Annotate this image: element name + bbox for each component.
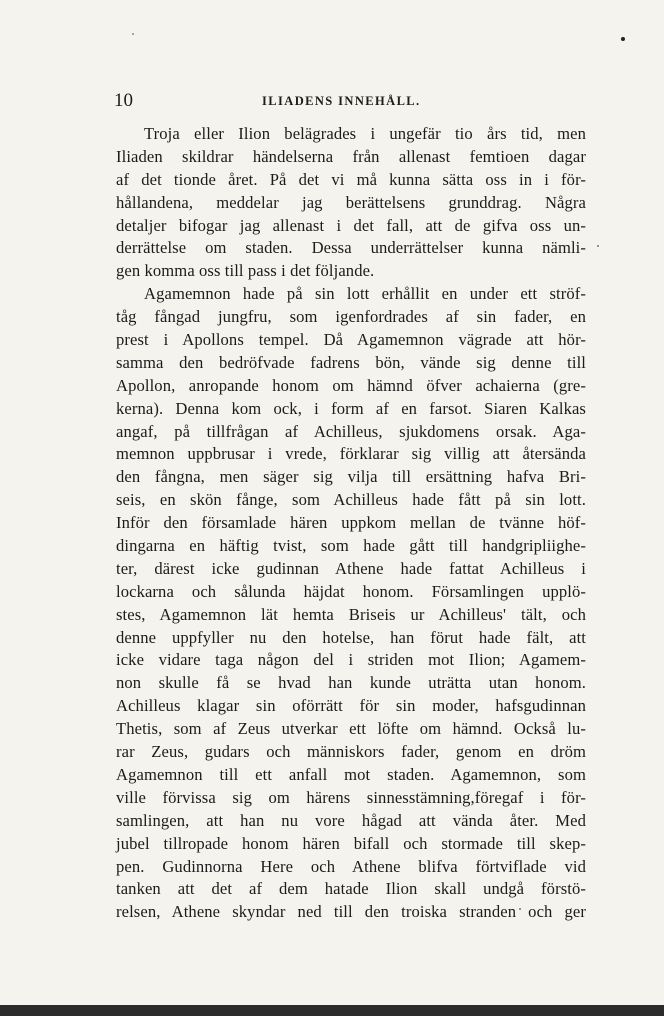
text-line: Apollon, anropande honom om hämnd öfver achaierna (gre-: [116, 375, 586, 395]
text-line: derrättelse om staden. Dessa underrättelser kunna nämli-: [116, 238, 586, 258]
text-line: jubel tillropade honom hären bifall och stormade till skep-: [116, 833, 586, 853]
text-line: rar Zeus, gudars och människors fader, genom en dröm: [116, 742, 586, 762]
text-line: Agamemnon hade på sin lott erhållit en under ett ströf-: [144, 284, 586, 304]
text-line: ter, därest icke gudinnan Athene hade fattat Achilleus i: [116, 558, 586, 578]
text-line: detaljer bifogar jag allenast i det fall, att de gifva oss un-: [116, 215, 586, 235]
text-line: non skulle få se hvad han kunde uträtta utan honom.: [116, 673, 586, 693]
text-line: tanken att det af dem hatade Ilion skall undgå förstö-: [116, 879, 586, 899]
text-line: Agamemnon till ett anfall mot staden. Agamemnon, som: [116, 764, 586, 784]
text-line: seis, en skön fånge, som Achilleus hade fått på sin lott.: [116, 490, 586, 510]
running-title: ILIADENS INNEHÅLL.: [262, 94, 421, 108]
text-line: hållandena, meddelar jag berättelsens grunddrag. Några: [116, 192, 586, 212]
text-line: Inför den församlade hären uppkom mellan de tvänne höf-: [116, 513, 586, 533]
text-line: icke vidare taga någon del i striden mot Ilion; Agamem-: [116, 650, 586, 670]
text-line: den fångna, men säger sig vilja till ersättning hafva Bri-: [116, 467, 586, 487]
text-line: Iliaden skildrar händelserna från allenast femtioen dagar: [116, 146, 586, 166]
text-line: Troja eller Ilion belägrades i ungefär tio års tid, men: [144, 124, 586, 143]
ink-speck: [597, 245, 599, 247]
text-line: Achilleus klagar sin oförrätt för sin moder, hafsgudinnan: [116, 696, 586, 716]
text-line: samma den bedröfvade fadrens bön, vände sig denne till: [116, 352, 586, 372]
text-line: samlingen, att han nu vore hågad att vända åter. Med: [116, 810, 586, 830]
ink-speck: [132, 33, 134, 35]
text-line: lockarna och sålunda häjdat honom. Församlingen upplö-: [116, 581, 586, 601]
text-line: angaf, på tillfrågan af Achilleus, sjukdomens orsak. Aga-: [116, 421, 586, 441]
text-line: pen. Gudinnorna Here och Athene blifva förtviflade vid: [116, 856, 586, 876]
text-line: tåg fångad jungfru, som igenfordrades af sin fader, en: [116, 307, 586, 327]
text-line: stes, Agamemnon lät hemta Briseis ur Achilleus' tält, och: [116, 604, 586, 624]
text-line: Thetis, som af Zeus utverkar ett löfte om hämnd. Också lu-: [116, 719, 586, 739]
text-line: kerna). Denna kom ock, i form af en farsot. Siaren Kalkas: [116, 398, 586, 418]
page-number: 10: [114, 90, 133, 111]
text-line: relsen, Athene skyndar ned till den troiska stranden och ger: [116, 902, 586, 922]
text-line: dingarna en häftig tvist, som hade gått till handgripliighe-: [116, 536, 586, 556]
text-line: prest i Apollons tempel. Då Agamemnon vägrade att hör-: [116, 330, 586, 350]
text-line: ville förvissa sig om härens sinnesstämning,föregaf i för-: [116, 787, 586, 807]
body-text: [116, 123, 586, 924]
scan-edge-shadow: [0, 1005, 664, 1016]
page-header: [114, 90, 588, 114]
ink-speck: [621, 37, 625, 41]
text-line: memnon uppbrusar i vrede, förklarar sig villig att återsända: [116, 444, 586, 464]
text-line: gen komma oss till pass i det följande.: [116, 261, 375, 281]
text-line: af det tionde året. På det vi må kunna sätta oss in i för-: [116, 169, 586, 189]
text-line: denne uppfyller nu den hotelse, han förut hade fält, att: [116, 627, 586, 647]
